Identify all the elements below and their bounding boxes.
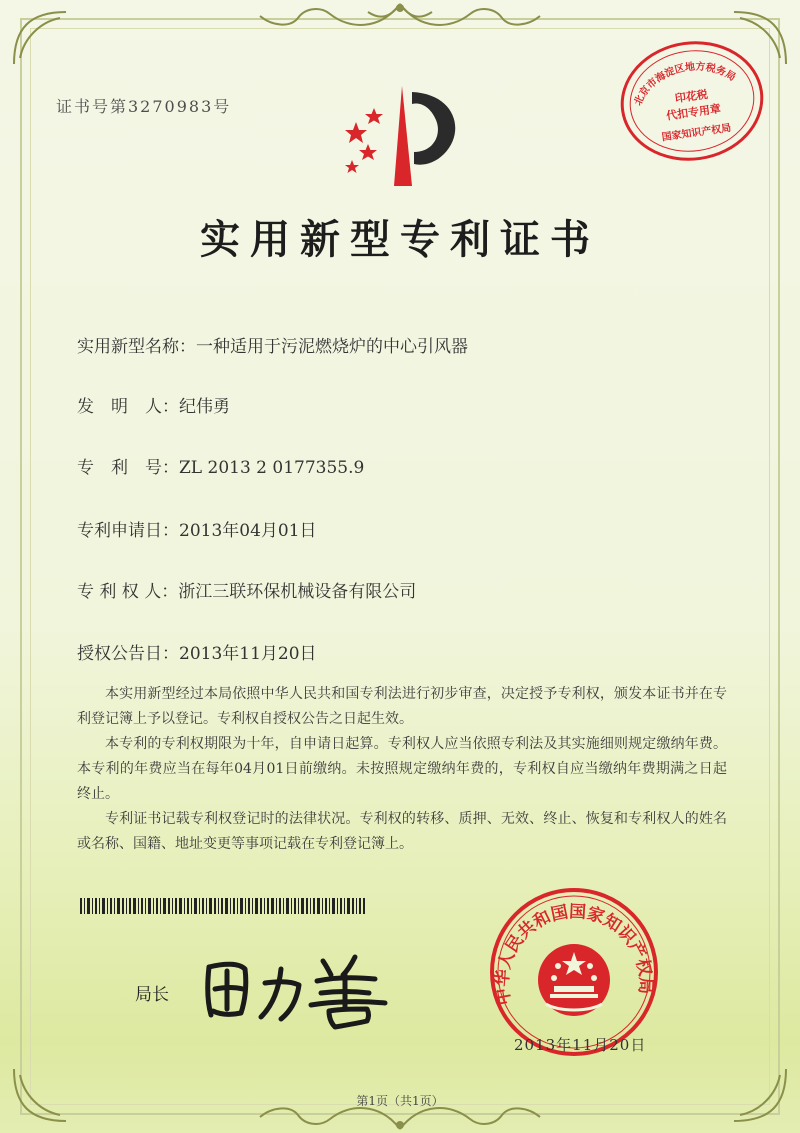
- field-patent-number: [77, 453, 364, 478]
- tax-seal-arc-text: 北京市海淀区地方税务局: [632, 61, 738, 108]
- field-label: 实用新型名称：: [77, 337, 196, 357]
- field-value: 一种适用于污泥燃烧炉的中心引风器: [196, 337, 468, 357]
- national-ip-office-seal: [488, 886, 660, 1058]
- field-value: 2013年11月20日: [179, 644, 317, 664]
- field-utility-model-name: [77, 332, 468, 357]
- certificate-number: 证书号第3270983号: [56, 97, 232, 116]
- director-signature: [195, 945, 395, 1030]
- field-value: 浙江三联环保机械设备有限公司: [178, 582, 417, 602]
- page-number: 第1页（共1页）: [356, 1094, 444, 1108]
- tax-seal-stamp: [616, 36, 768, 166]
- field-patentee: [77, 577, 416, 602]
- field-application-date: [77, 516, 317, 541]
- field-label: 授权公告日：: [77, 644, 179, 664]
- field-label: 专 利 号：: [77, 458, 179, 478]
- field-label: 专 利 权 人：: [77, 582, 179, 602]
- field-value: ZL 2013 2 0177355.9: [179, 458, 365, 478]
- tax-seal-inner-line-2: 代扣专用章: [665, 102, 722, 123]
- field-label: 发 明 人：: [77, 397, 179, 417]
- body-paragraph: 专利证书记载专利权登记时的法律状况。专利权的转移、质押、无效、终止、恢复和专利权人的姓名或名称、国籍、地址变更等事项记载在专利登记簿上。: [77, 811, 727, 852]
- national-emblem-icon: [538, 944, 610, 1016]
- field-value: 纪伟勇: [179, 397, 230, 417]
- seal-date: 2013年11月20日: [514, 1036, 647, 1054]
- body-paragraph: 本实用新型经过本局依照中华人民共和国专利法进行初步审查，决定授予专利权，颁发本证书并在专利登记簿上予以登记。专利权自授权公告之日起生效。: [77, 686, 727, 727]
- barcode-icon: [80, 898, 365, 914]
- director-label: 局长: [135, 985, 169, 1005]
- certificate-body: [77, 682, 727, 857]
- top-ornament-icon: [250, 0, 550, 34]
- seal-arc-text: 中华人民共和国国家知识产权局: [492, 902, 656, 1007]
- field-inventor: [77, 392, 230, 417]
- tax-seal-inner-line-1: 印花税: [674, 87, 709, 106]
- corner-ornament-icon: [10, 8, 70, 68]
- field-value: 2013年04月01日: [179, 521, 317, 541]
- patent-office-logo-icon: [338, 82, 468, 192]
- body-paragraph: 本专利的专利权期限为十年，自申请日起算。专利权人应当依照专利法及其实施细则规定缴纳年费。本专利的年费应当在每年04月01日前缴纳。未按照规定缴纳年费的，专利权自应当缴纳年费期满之日起终止。: [77, 736, 727, 802]
- field-grant-date: [77, 639, 317, 664]
- tax-seal-bottom-text: 国家知识产权局: [661, 122, 732, 144]
- certificate-title: 实用新型专利证书: [200, 216, 600, 263]
- field-label: 专利申请日：: [77, 521, 179, 541]
